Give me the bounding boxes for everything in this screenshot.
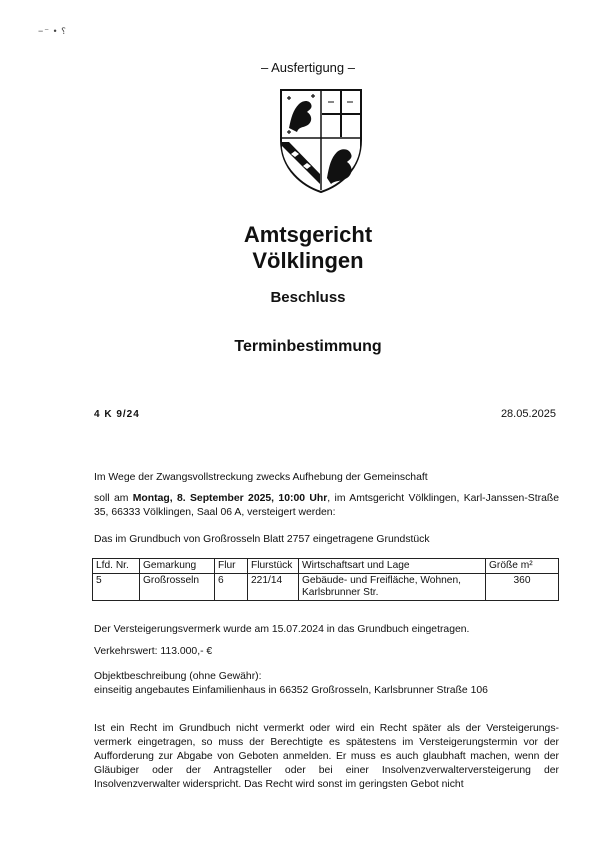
property-table xyxy=(92,558,559,601)
objekt-label: Objektbeschreibung (ohne Gewähr): xyxy=(94,671,262,682)
table-cell: 6 xyxy=(215,574,248,601)
document-subtitle: Terminbestimmung xyxy=(234,338,382,355)
column-header: Flurstück xyxy=(248,559,299,574)
column-header: Gemarkung xyxy=(140,559,215,574)
table-cell: 5 xyxy=(93,574,140,601)
termin-pre: soll am xyxy=(94,493,133,504)
intro-paragraph: Im Wege der Zwangsvollstreckung zwecks Aufhebung der Gemeinschaft xyxy=(94,472,428,483)
vermerk-paragraph: Der Versteigerungsvermerk wurde am 15.07.2024 in das Grundbuch eingetragen. xyxy=(94,624,470,635)
grundbuch-paragraph: Das im Grundbuch von Großrosseln Blatt 2757 eingetragene Grundstück xyxy=(94,534,430,545)
column-header: Größe m² xyxy=(486,559,559,574)
court-name xyxy=(0,222,616,274)
table-header-row xyxy=(93,559,559,574)
table-row xyxy=(93,574,559,601)
objekt-text: einseitig angebautes Einfamilienhaus in 66352 Großrosseln, Karlsbrunner Straße 106 xyxy=(94,685,488,696)
recht-paragraph: Ist ein Recht im Grundbuch nicht vermerkt oder wird ein Recht später als der Versteigerungs-vermerk eingetragen, so muss der Berechtigte es spätestens im Versteigerungstermin vor der Aufforderung zur Abgabe von Geboten anmelden. Er muss es auch glaubhaft machen, wenn der Gläubiger oder der Antragsteller oder bei einer Insolvenzverwalterversteigerung der Insolvenzverwalter widerspricht. Das Recht wird sonst im geringsten Gebot nicht xyxy=(94,723,559,790)
column-header: Wirtschaftsart und Lage xyxy=(299,559,486,574)
termin-datetime: Montag, 8. September 2025, 10:00 Uhr xyxy=(132,493,328,504)
column-header: Flur xyxy=(215,559,248,574)
document-type: Beschluss xyxy=(270,289,346,306)
objekt-block xyxy=(94,670,559,698)
termin-post: , im Amtsgericht Völklingen, Karl-Janssen-Straße 35, 66333 Völklingen, Saal 06 A, versteigert werden: xyxy=(94,493,559,518)
court-name-line2: Völklingen xyxy=(252,248,364,273)
table-cell: 221/14 xyxy=(248,574,299,601)
court-name-line1: Amtsgericht xyxy=(243,222,373,247)
ausfertigung-label: – Ausfertigung – xyxy=(261,60,355,75)
coat-of-arms-icon xyxy=(279,88,363,194)
column-header: Lfd. Nr. xyxy=(93,559,140,574)
verkehrswert: Verkehrswert: 113.000,- € xyxy=(94,646,213,657)
document-date: 28.05.2025 xyxy=(500,408,556,420)
table-cell: Gebäude- und Freifläche, Wohnen, Karlsbrunner Str. xyxy=(299,574,486,601)
table-cell: Großrosseln xyxy=(140,574,215,601)
table-cell: 360 xyxy=(486,574,559,601)
case-number: 4 K 9/24 xyxy=(94,409,140,420)
termin-paragraph xyxy=(94,492,559,520)
scan-mark: −⁻ • ⸮ xyxy=(38,26,67,36)
